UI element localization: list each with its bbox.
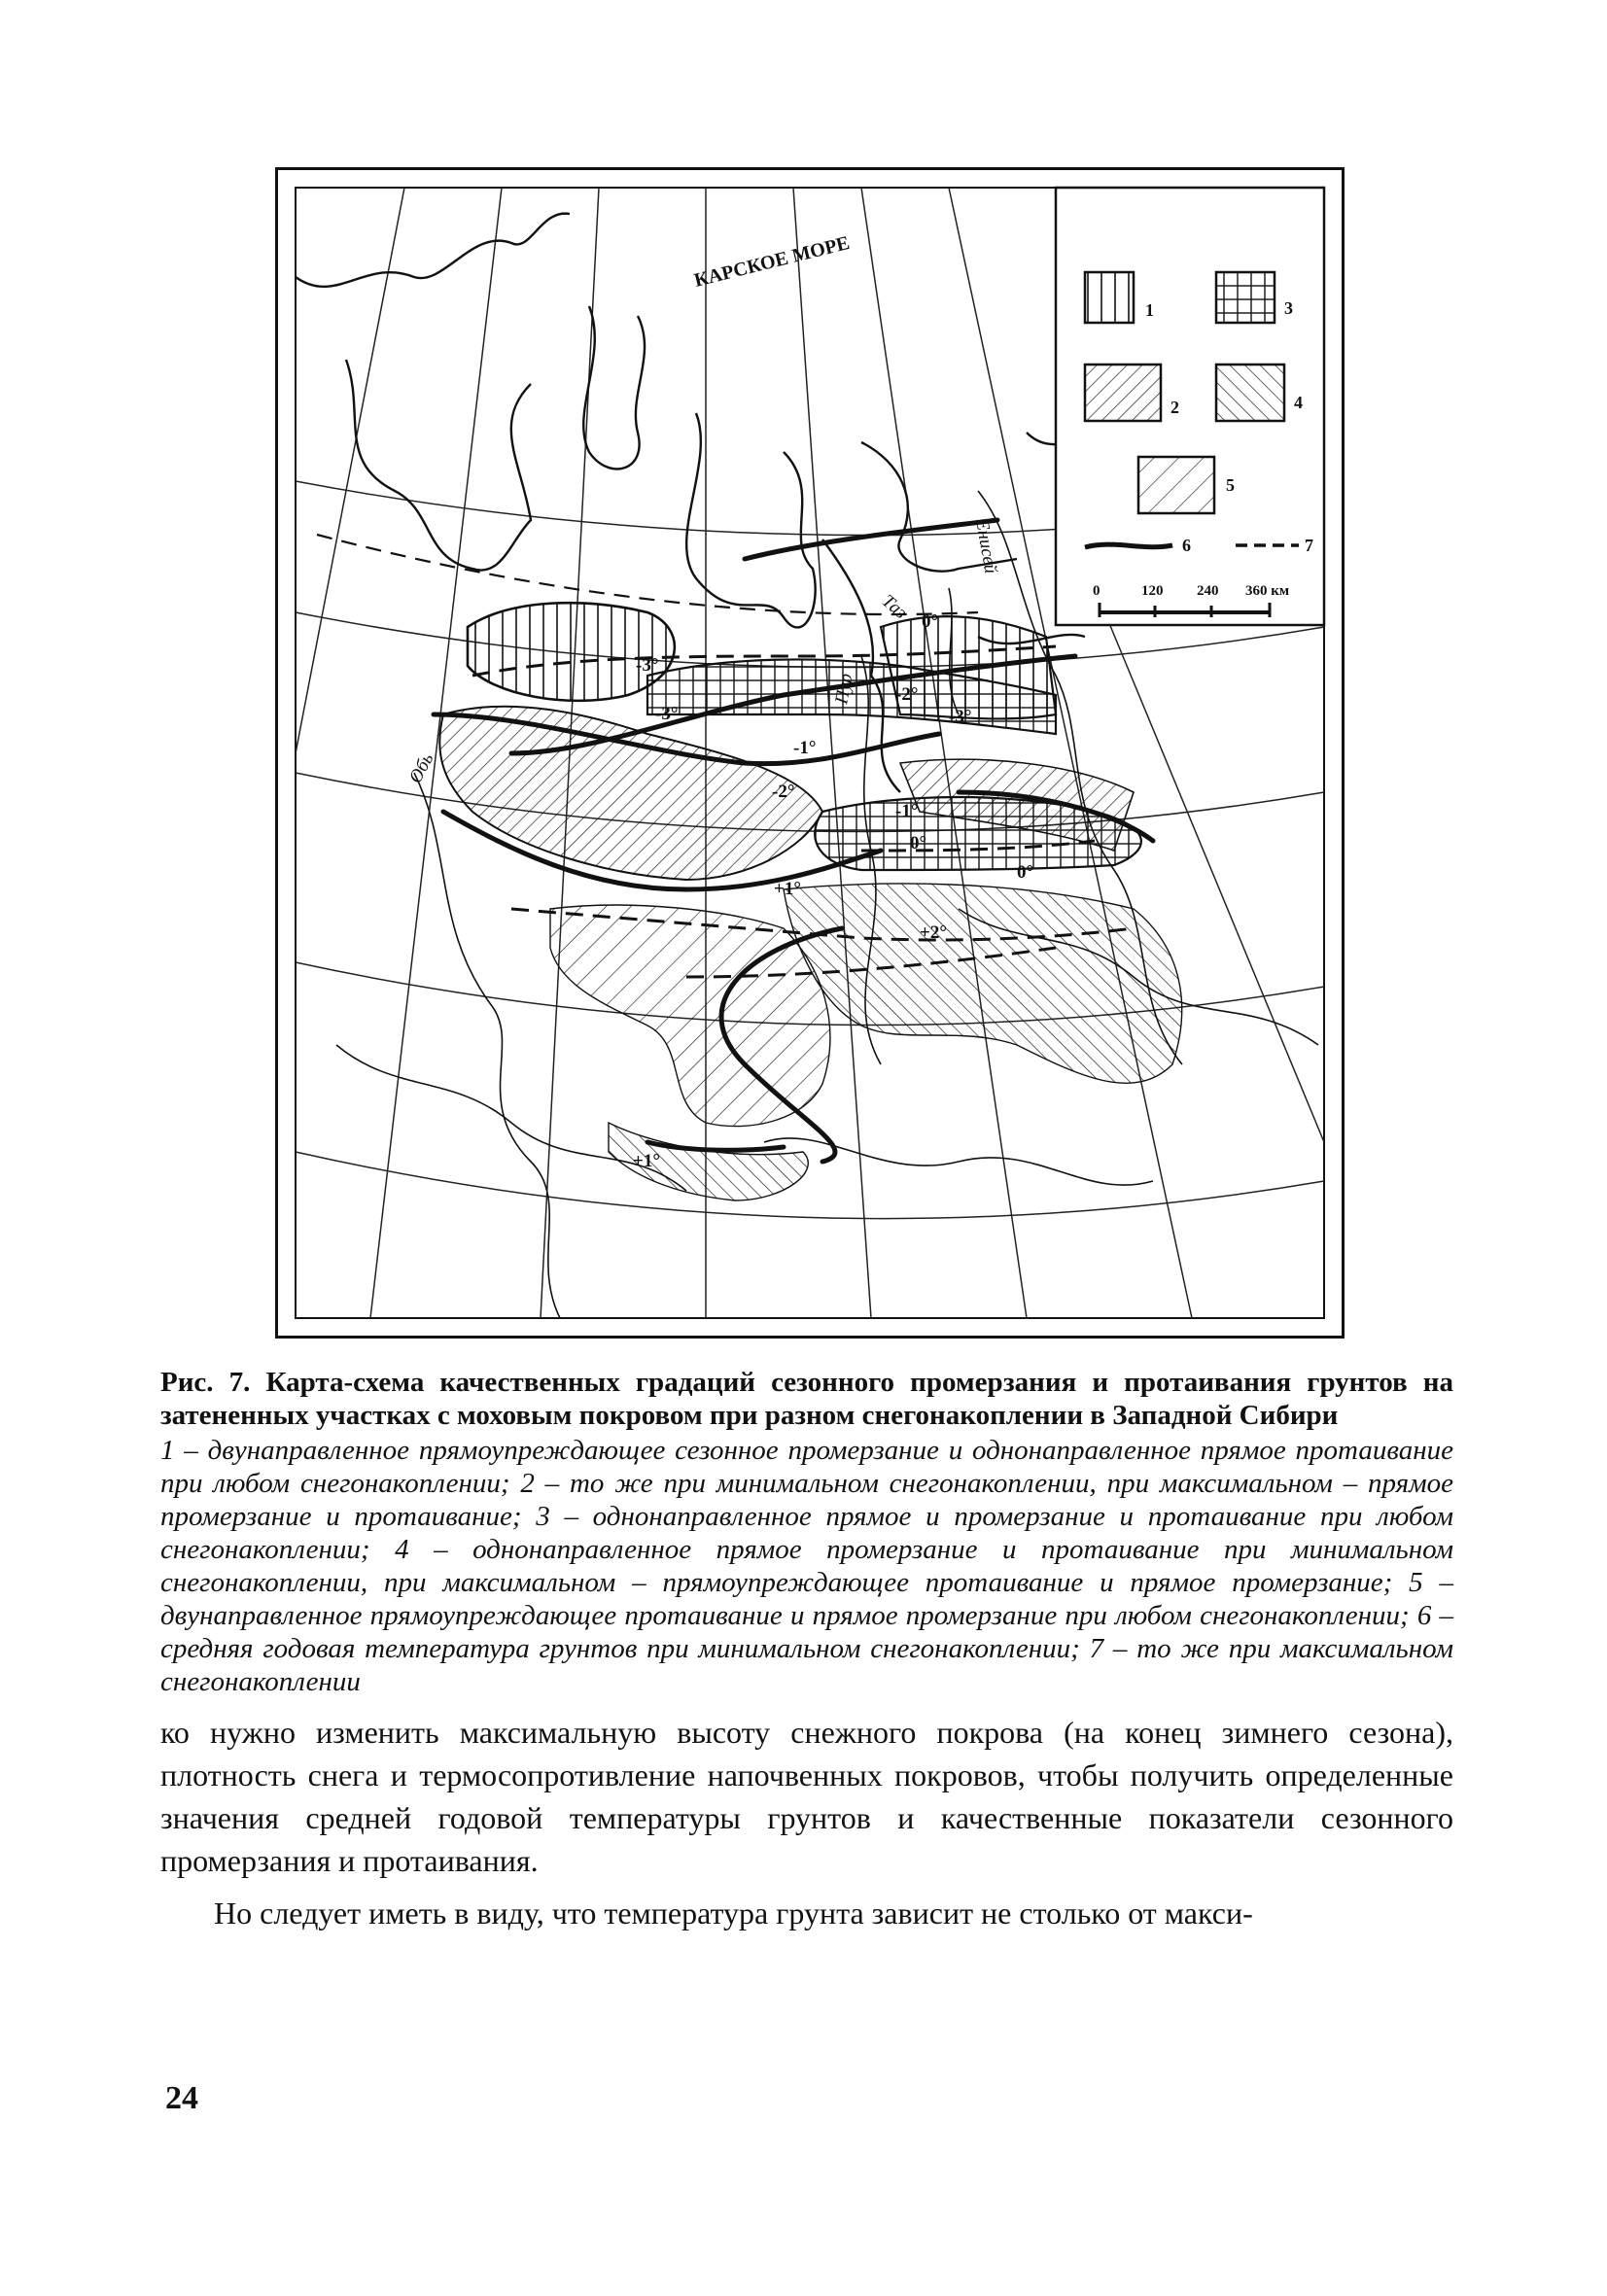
isotherm-label: -2° bbox=[895, 684, 919, 705]
legend-label-2: 2 bbox=[1170, 398, 1179, 417]
isotherm-label: -1° bbox=[895, 801, 919, 821]
isotherm-label: +1° bbox=[774, 879, 801, 899]
body-text bbox=[160, 1711, 1453, 1934]
legend-swatch-4 bbox=[1216, 365, 1284, 421]
isotherm-label: -2° bbox=[772, 782, 795, 802]
isotherm-label: 0° bbox=[910, 833, 927, 853]
river-label-pur: Пур bbox=[831, 672, 857, 706]
legend-swatch-6 bbox=[1085, 544, 1172, 547]
legend-label-5: 5 bbox=[1226, 475, 1235, 495]
zone-4-area bbox=[784, 884, 1182, 1083]
isotherm-label: -1° bbox=[793, 738, 817, 758]
body-paragraph: Но следует иметь в виду, что температура грунта зависит не столько от макси- bbox=[214, 1896, 1253, 1931]
legend-label-7: 7 bbox=[1305, 536, 1313, 555]
map-figure bbox=[275, 167, 1345, 1339]
isotherm-label: -3° bbox=[636, 655, 659, 676]
isotherm-label: 0° bbox=[1017, 862, 1034, 883]
scale-tick-label: 0 bbox=[1093, 583, 1100, 599]
legend-swatch-3 bbox=[1216, 272, 1275, 323]
legend-label-1: 1 bbox=[1145, 300, 1154, 320]
figure-caption bbox=[160, 1366, 1453, 1698]
river-label-ob: Обь bbox=[404, 749, 438, 787]
legend-swatch-1 bbox=[1085, 272, 1134, 323]
river-label-taz: Таз bbox=[877, 590, 911, 624]
legend-label-4: 4 bbox=[1294, 393, 1303, 412]
isotherm-label: -3° bbox=[655, 704, 679, 724]
legend-swatch-5 bbox=[1138, 457, 1214, 513]
scale-tick-label: 240 bbox=[1197, 583, 1219, 599]
zone-1-area bbox=[468, 603, 675, 701]
map-drawing bbox=[278, 170, 1342, 1336]
body-paragraph: ко нужно изменить максимальную высоту снежного покрова (на конец зимнего сезона), плотность снега и термосопротивление напочвенных покровов, чтобы получить определенные значения средней годовой температуры грунтов и качественные показатели сезонного промерзания и протаивания. bbox=[160, 1715, 1453, 1878]
map-legend bbox=[1056, 188, 1324, 625]
dashed-boundary-north bbox=[317, 535, 978, 614]
legend-label-6: 6 bbox=[1182, 536, 1191, 555]
isotherm-label: +1° bbox=[633, 1151, 660, 1171]
page-number: 24 bbox=[165, 2080, 198, 2116]
river-label-yenisei: Енисей bbox=[971, 517, 1001, 575]
isotherm-label: 0° bbox=[922, 611, 939, 632]
figure-title: Рис. 7. Карта-схема качественных градаций сезонного промерзания и протаивания грунтов на затененных участках с моховым покровом при разном снегонакоплении в Западной Сибири bbox=[160, 1367, 1453, 1431]
isotherm-label: +2° bbox=[920, 922, 947, 943]
legend-label-3: 3 bbox=[1284, 298, 1293, 318]
zone-5-area bbox=[550, 905, 830, 1127]
scale-tick-label: 120 bbox=[1141, 583, 1164, 599]
isotherm-label: -3° bbox=[949, 707, 972, 727]
figure-legend-text: 1 – двунаправленное прямоупреждающее сезонное промерзание и однонаправленное прямое протаивание при любом снегонакоплении; 2 – то же при минимальном снегонакоплении, при максимальном – прямое промерзание и протаивание; 3 – однонаправленное прямое и промерзание и протаивание при любом снегонакоплении; 4 – однонаправленное прямое промерзание и протаивание при минимальном снегонакоплении, при максимальном – прямоупреждающее протаивание и прямое промерзание; 5 – двунаправленное прямоупреждающее протаивание и прямое промерзание при любом снегонакоплении; 6 – средняя годовая температура грунтов при минимальном снегонакоплении; 7 – то же при максимальном снегонакоплении bbox=[160, 1435, 1453, 1697]
scale-tick-label: 360 км bbox=[1245, 583, 1290, 599]
legend-swatch-2 bbox=[1085, 365, 1161, 421]
sea-label: КАРСКОЕ МОРЕ bbox=[691, 231, 853, 292]
